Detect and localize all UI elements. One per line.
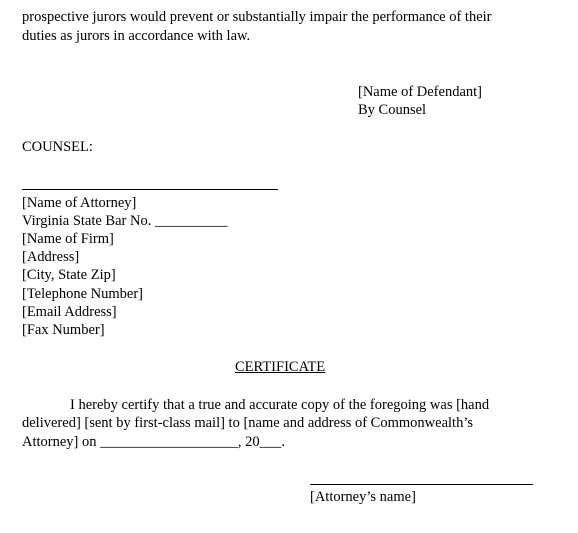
certificate-line-3: Attorney] on ___________________, 20___.	[22, 434, 285, 450]
certificate-heading: CERTIFICATE	[235, 359, 326, 375]
firm-name: [Name of Firm]	[22, 231, 114, 247]
certificate-line-2: delivered] [sent by first-class mail] to [name and address of Commonwealth’s	[22, 415, 473, 431]
counsel-signature-line	[22, 189, 278, 190]
fax-number: [Fax Number]	[22, 322, 105, 338]
defendant-name: [Name of Defendant]	[358, 84, 482, 100]
email-address: [Email Address]	[22, 304, 117, 320]
certificate-line-1: I hereby certify that a true and accurate copy of the foregoing was [hand	[70, 397, 490, 413]
intro-line-1: prospective jurors would prevent or substantially impair the performance of their	[22, 9, 492, 25]
address: [Address]	[22, 249, 80, 265]
counsel-heading: COUNSEL:	[22, 139, 93, 155]
attorney-signature-label: [Attorney’s name]	[310, 489, 416, 505]
telephone-number: [Telephone Number]	[22, 286, 143, 302]
bar-number: Virginia State Bar No. __________	[22, 213, 228, 229]
attorney-name: [Name of Attorney]	[22, 195, 137, 211]
intro-line-2: duties as jurors in accordance with law.	[22, 28, 251, 44]
city-state-zip: [City, State Zip]	[22, 267, 116, 283]
by-counsel: By Counsel	[358, 102, 427, 118]
attorney-signature-line	[310, 484, 533, 485]
